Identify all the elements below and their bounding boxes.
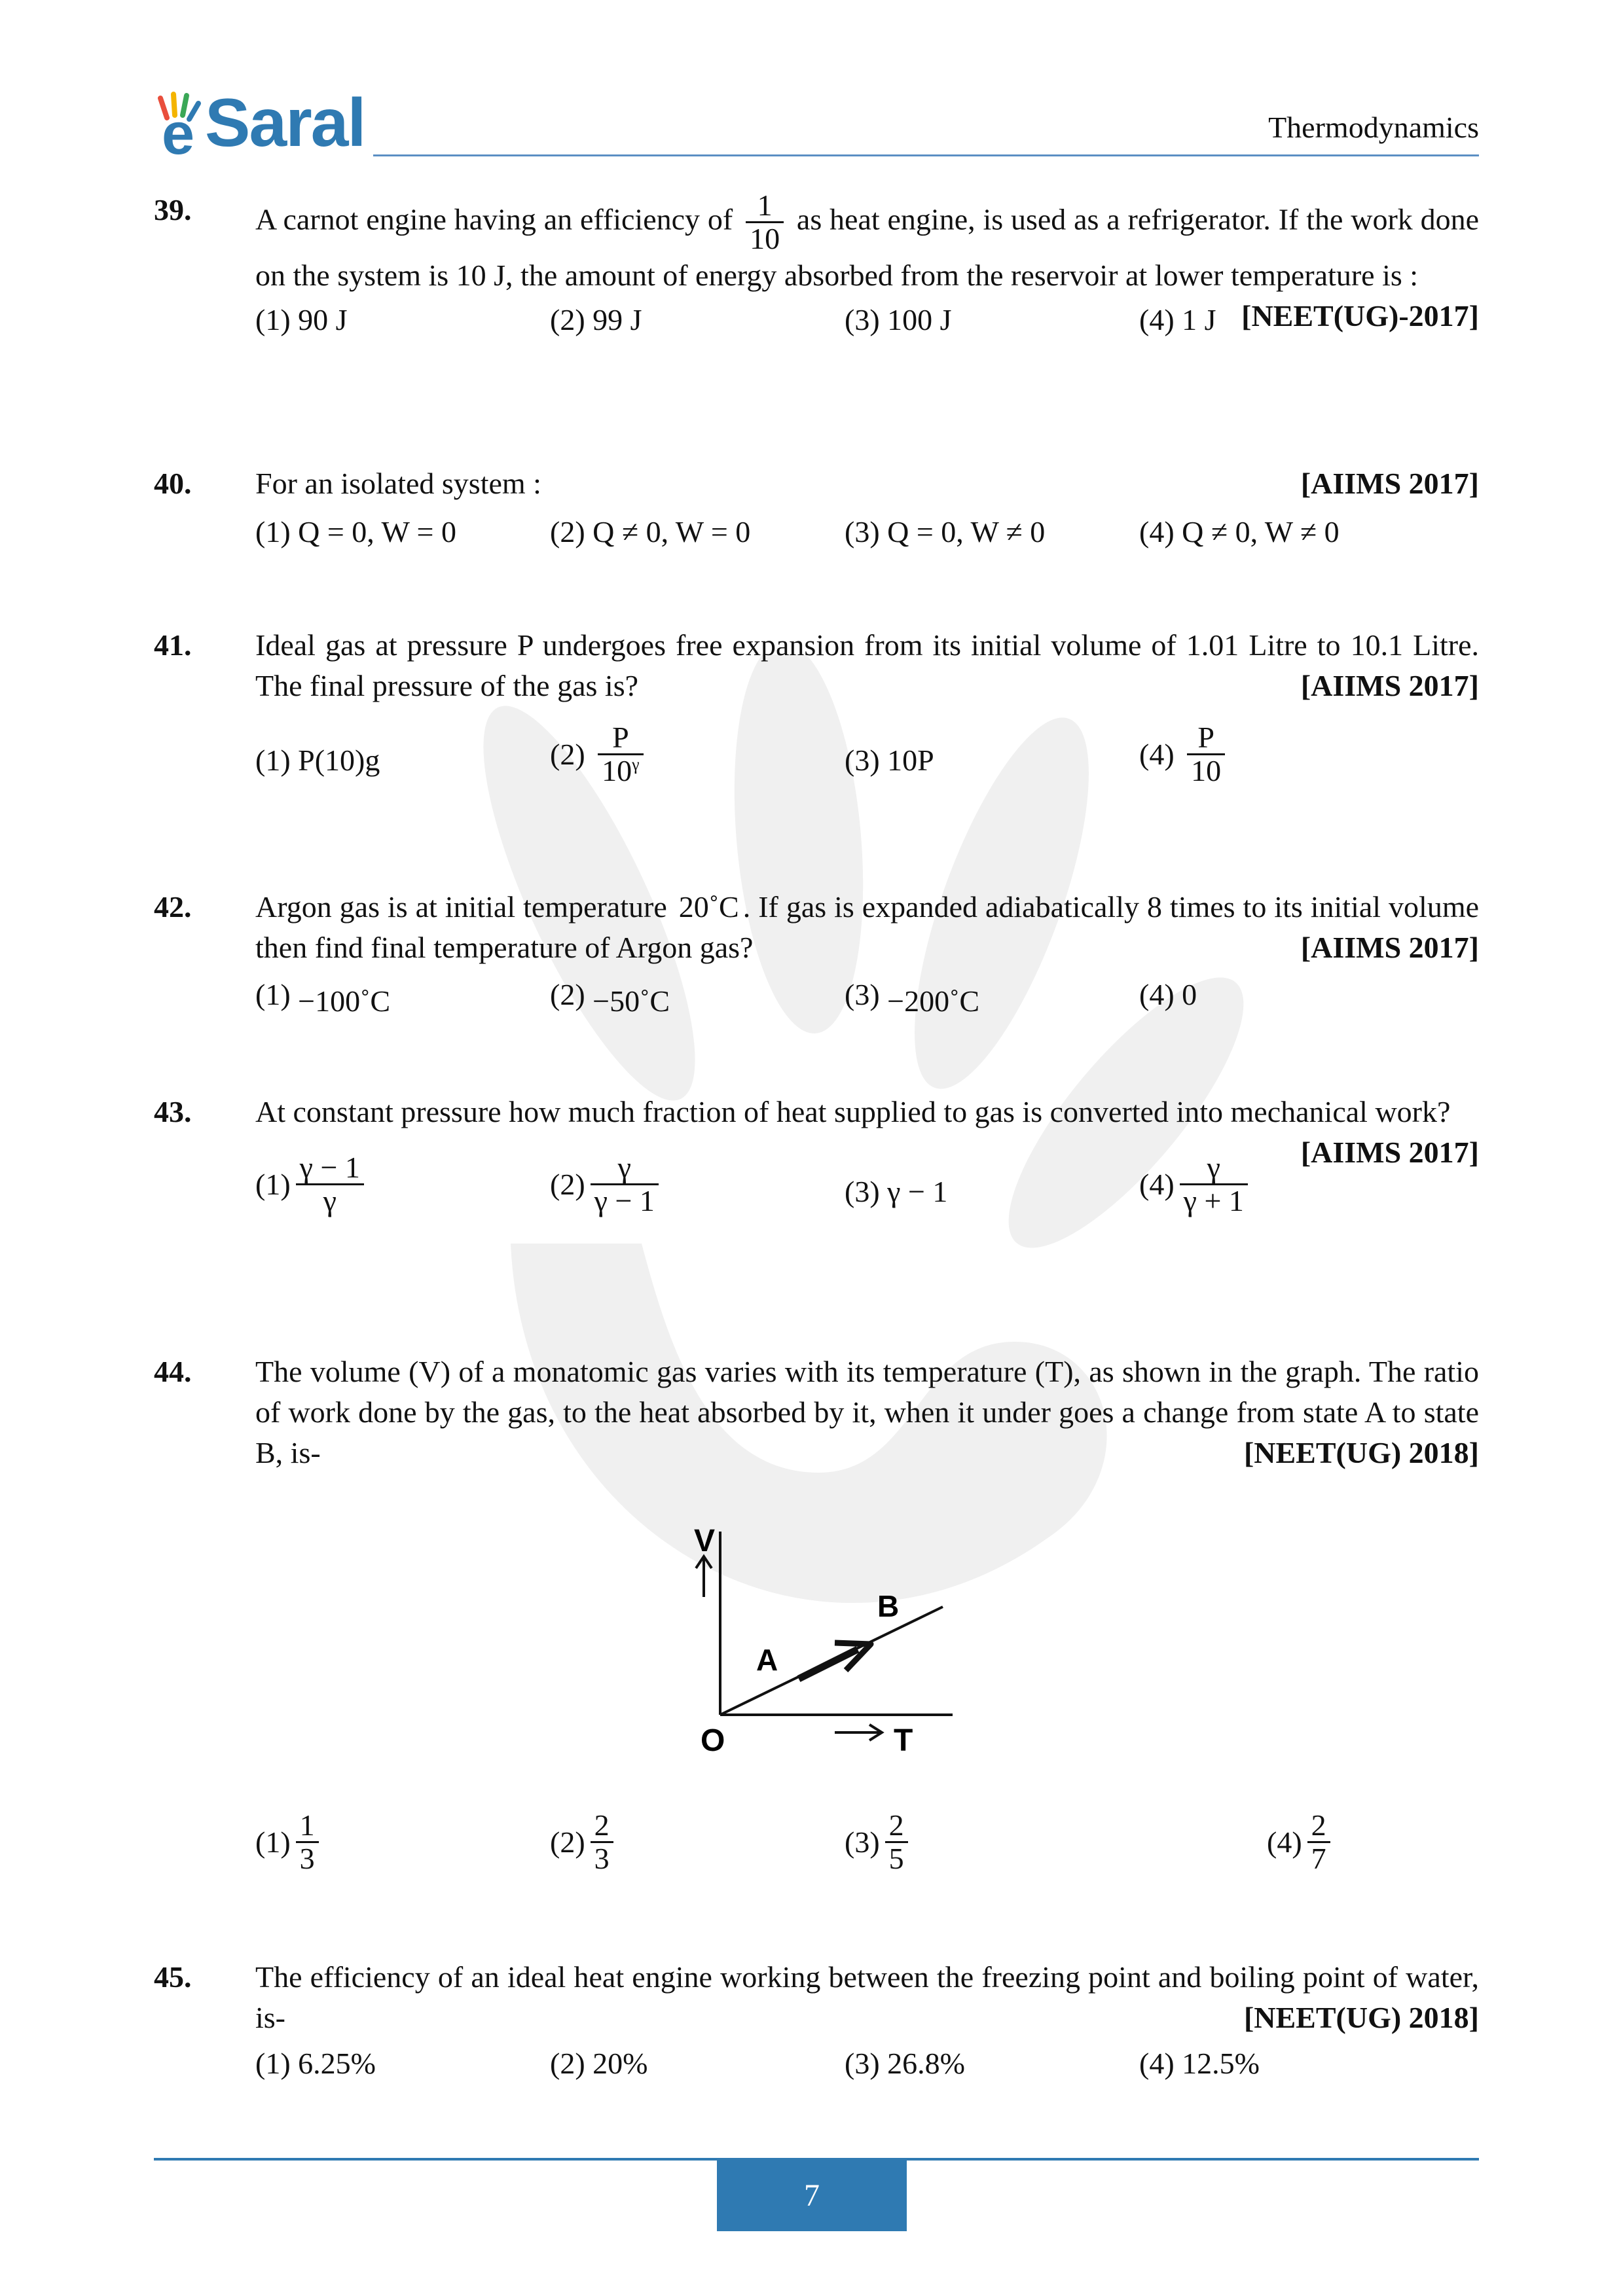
option-3[interactable]: (3) 100 J [845,302,952,336]
option-4[interactable]: (4) $\frac{\gamma}{\gamma + 1}$ [1139,1152,1253,1217]
option-2[interactable]: (2) $\frac{\gamma}{\gamma - 1}$ [550,1152,664,1217]
chapter-title: Thermodynamics [1268,111,1479,144]
exam-tag: [AIIMS 2017] [1300,1136,1479,1169]
option-3[interactable]: (3) 10P [845,744,934,777]
graph-v-label: V [694,1524,716,1558]
option-3[interactable]: (3) −200˚C [845,978,980,1018]
esaral-logo [154,85,390,167]
question-number: 43. [154,1095,192,1128]
logo-e-mark: e [162,101,195,167]
exam-tag: [AIIMS 2017] [1300,931,1479,964]
efficiency-fraction: $\frac{1}{10}$ [746,190,784,255]
question-text: Argon gas is at initial temperature 20˚C . If gas is expanded adiabatically 8 times to its initial volume then find final temperature of Argon gas? [AIIMS 2017] [255,887,1479,968]
graph-origin-label: O [701,1723,725,1758]
question-40 [154,463,1479,558]
options [255,512,1479,558]
option-4[interactable]: (4) 12.5% [1139,2047,1260,2080]
options [255,722,1479,800]
question-number: 45. [154,1960,192,1994]
header-rule [373,154,1479,156]
question-42 [154,887,1479,1020]
options [255,975,1479,1020]
question-number: 42. [154,890,192,924]
options [255,1152,1479,1237]
option-4[interactable]: (4) $\frac{P}{10}$ [1139,722,1230,787]
question-number: 40. [154,467,192,500]
option-1[interactable]: (1) −100˚C [255,978,391,1018]
option-2[interactable]: (2) 20% [550,2047,648,2080]
option-4[interactable]: (4) 0 [1139,978,1197,1011]
option-1[interactable]: (1) 90 J [255,302,348,336]
question-number: 41. [154,628,192,662]
option-3[interactable]: (3) 26.8% [845,2047,965,2080]
question-44 [154,1352,1479,1473]
option-1[interactable]: (1) $\frac{\gamma - 1}{\gamma}$ [255,1152,369,1217]
question-text: For an isolated system : [AIIMS 2017] [255,463,1479,504]
question-text: A carnot engine having an efficiency of $\frac{1}{10}$ as heat engine, is used as a refrigerator. If the work done on the system is 10 J, the amount of energy absorbed from the reservoir at lower temperature is : [NEET(UG)-2017] [255,190,1479,296]
question-45 [154,1957,1479,2089]
option-3[interactable]: (3) Q = 0, W ≠ 0 [845,515,1046,548]
question-number: 39. [154,193,192,226]
options [255,300,1479,346]
option-1[interactable]: (1) P(10)g [255,744,380,777]
option-2[interactable]: (2) $\frac{P}{10^\gamma}$ [550,722,649,787]
page-number: 7 [717,2161,907,2231]
option-3[interactable]: (3) γ − 1 [845,1175,948,1208]
option-1[interactable]: (1) $\frac{1}{3}$ [255,1810,324,1875]
option-4[interactable]: (4) $\frac{2}{7}$ [1267,1810,1336,1875]
volume-temperature-graph [674,1518,962,1761]
option-2[interactable]: (2) Q ≠ 0, W = 0 [550,515,751,548]
page-header [154,85,1479,167]
exam-tag: [NEET(UG) 2018] [1243,1436,1479,1469]
option-4[interactable]: (4) 1 J [1139,302,1216,336]
question-text: At constant pressure how much fraction of heat supplied to gas is converted into mechanical work? [AIIMS 2017] [255,1092,1479,1132]
options [255,2043,1479,2089]
option-2[interactable]: (2) −50˚C [550,978,670,1018]
option-4[interactable]: (4) Q ≠ 0, W ≠ 0 [1139,515,1340,548]
logo-wordmark: Saral [205,85,365,161]
exam-tag: [AIIMS 2017] [1300,467,1479,500]
question-43 [154,1092,1479,1237]
question-text: Ideal gas at pressure P undergoes free expansion from its initial volume of 1.01 Litre to 10.1 Litre. The final pressure of the gas is? [AIIMS 2017] [255,625,1479,706]
option-3[interactable]: (3) $\frac{2}{5}$ [845,1810,913,1875]
question-41 [154,625,1479,800]
question-number: 44. [154,1355,192,1388]
graph-t-label: T [894,1723,913,1758]
question-text: The volume (V) of a monatomic gas varies with its temperature (T), as shown in the graph. The ratio of work done by the gas, to the heat absorbed by it, when it under goes a change from state A to state B, is- [NEET(UG) 2018] [255,1352,1479,1473]
question-39 [154,190,1479,346]
graph-point-a-label: A [756,1643,778,1677]
graph-point-b-label: B [877,1589,900,1623]
question-44-options [154,1810,1479,1888]
exam-tag: [AIIMS 2017] [1300,669,1479,702]
options [255,1810,1479,1888]
option-1[interactable]: (1) Q = 0, W = 0 [255,515,456,548]
exam-tag: [NEET(UG) 2018] [1243,2001,1479,2034]
option-2[interactable]: (2) $\frac{2}{3}$ [550,1810,619,1875]
exam-tag: [NEET(UG)-2017] [1241,298,1479,332]
option-2[interactable]: (2) 99 J [550,302,642,336]
option-1[interactable]: (1) 6.25% [255,2047,376,2080]
initial-temperature: 20˚C [678,890,739,924]
question-text: The efficiency of an ideal heat engine working between the freezing point and boiling point of water, is- [NEET(UG) 2018] [255,1957,1479,2038]
